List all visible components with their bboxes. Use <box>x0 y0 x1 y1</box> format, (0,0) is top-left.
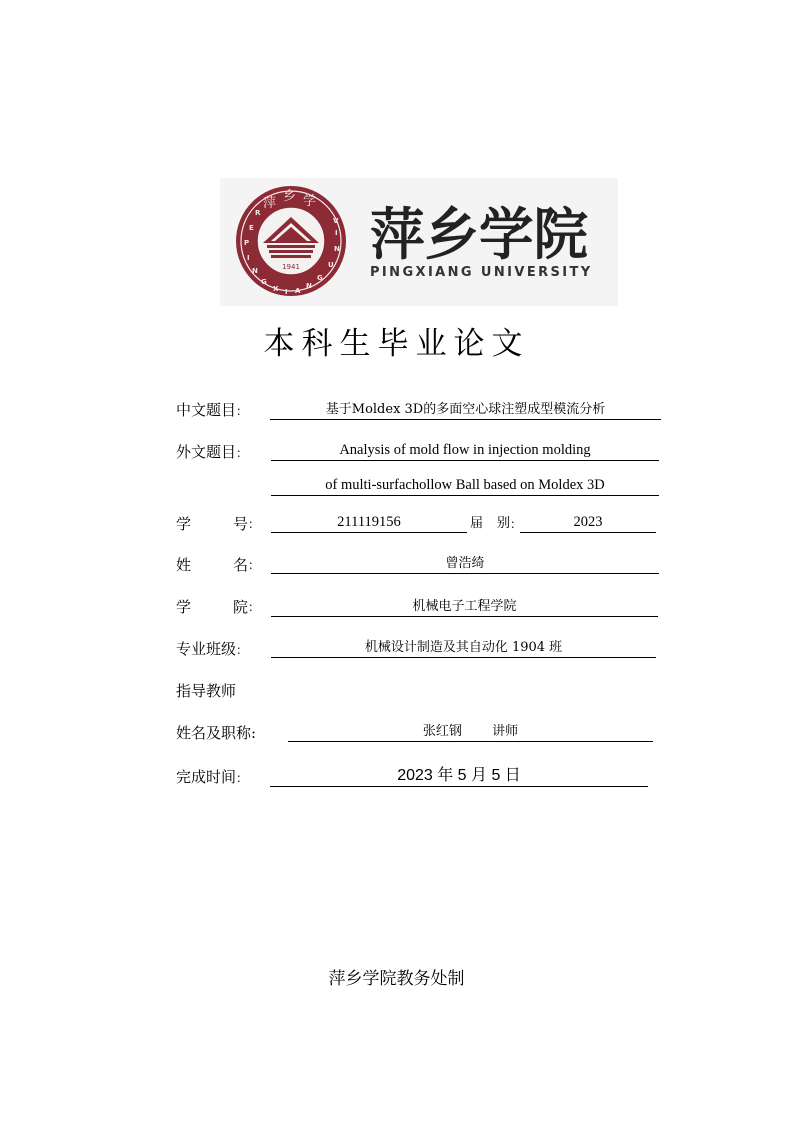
svg-text:学: 学 <box>303 194 317 209</box>
svg-text:N: N <box>334 245 340 253</box>
university-name-calligraphy <box>370 200 592 266</box>
university-seal-icon <box>235 185 347 297</box>
svg-text:I: I <box>335 229 338 237</box>
foreign-title-value-line1: Analysis of mold flow in injection molding <box>271 441 659 461</box>
advisor-name: 张红钢 <box>422 724 462 739</box>
foreign-title-value-line2: of multi-surfachollow Ball based on Moldex 3D <box>271 476 659 496</box>
svg-text:G: G <box>317 274 323 282</box>
svg-text:I: I <box>285 288 288 296</box>
name-label: 姓 名 ： <box>176 556 261 574</box>
major-class-label: 专业班级： <box>176 640 249 658</box>
svg-text:R: R <box>255 209 261 217</box>
seal-year-text: 1941 <box>282 263 300 271</box>
student-name-value: 曾浩绮 <box>271 554 659 574</box>
issuer-footer: 萍乡学院教务处制 <box>328 969 465 989</box>
svg-text:萍: 萍 <box>263 196 277 211</box>
foreign-title-label: 外文题目： <box>176 443 249 461</box>
document-title: 本科生毕业论文 <box>263 326 530 362</box>
session-value: 2023 <box>520 513 656 533</box>
svg-text:P: P <box>244 239 250 247</box>
college-value: 机械电子工程学院 <box>271 597 658 617</box>
completion-date-label: 完成时间： <box>176 768 249 786</box>
svg-text:N: N <box>306 282 312 290</box>
advisor-title: 讲师 <box>492 724 519 739</box>
session-label: 届 别 ： <box>470 516 523 531</box>
student-id-label: 学 号 ： <box>176 515 261 533</box>
svg-text:E: E <box>249 224 254 232</box>
svg-text:N: N <box>252 267 258 275</box>
svg-text:X: X <box>273 285 279 293</box>
completion-date-value: 2023 年 5 月 5 日 <box>270 766 648 787</box>
advisor-label: 姓名及职称: <box>176 724 257 742</box>
cn-title-value: 基于Moldex 3D的多面空心球注塑成型模流分析 <box>270 400 661 420</box>
svg-text:乡: 乡 <box>283 189 297 204</box>
svg-text:A: A <box>295 287 301 295</box>
cn-title-label: 中文题目： <box>176 401 249 419</box>
svg-text:V: V <box>333 217 339 225</box>
college-label: 学 院 ： <box>176 598 261 616</box>
svg-text:I: I <box>247 254 250 262</box>
advisor-value <box>288 722 653 742</box>
major-class-value: 机械设计制造及其自动化 1904 班 <box>271 638 656 658</box>
advisor-heading: 指导教师 <box>176 682 237 700</box>
svg-text:G: G <box>261 278 267 286</box>
student-id-value: 211119156 <box>271 513 467 533</box>
svg-text:U: U <box>328 261 334 269</box>
logo-chinese-name: 萍乡学院 <box>370 202 588 266</box>
logo-english-name: PINGXIANG UNIVERSITY <box>370 265 593 280</box>
